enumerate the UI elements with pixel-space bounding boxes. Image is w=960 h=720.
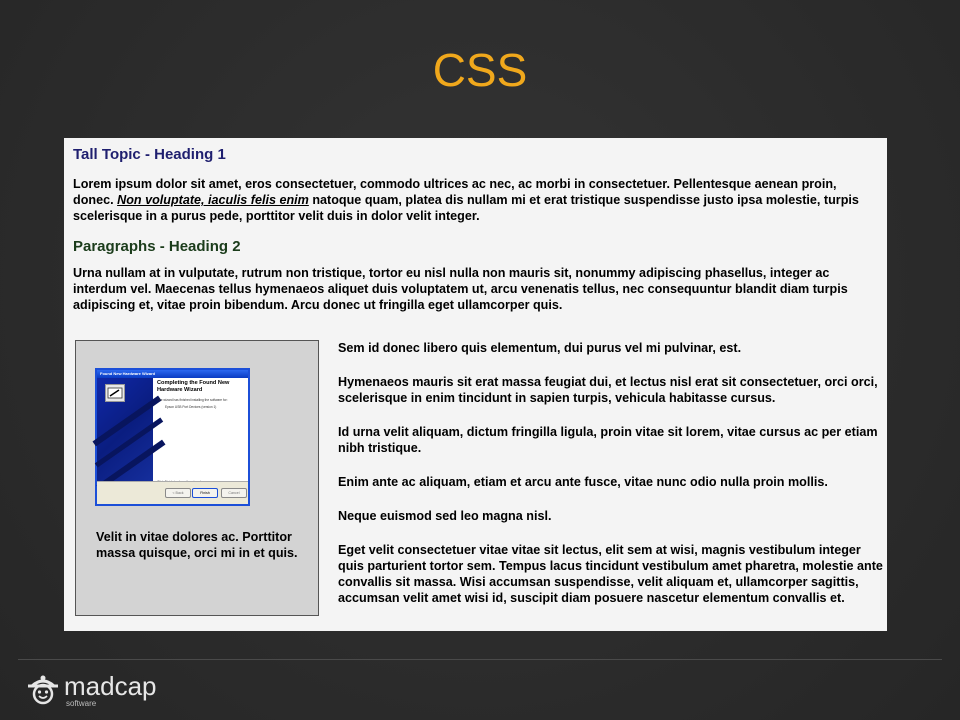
wizard-titlebar: Found New Hardware Wizard: [97, 370, 248, 378]
content-screenshot: [64, 138, 887, 631]
footer-divider: [18, 659, 942, 660]
wizard-screenshot: [95, 368, 250, 506]
brand-name: madcap: [64, 671, 157, 701]
paragraph-1-start: Lorem ipsum dolor sit amet, eros consectetuer, commodo ultrices ac nec, ac morbi in consectetuer. Pellentesque aenean proin, donec.: [73, 177, 837, 207]
wizard-device-name: Epson USB Port Devices (version 1): [165, 405, 217, 409]
wizard-heading: Completing the Found New Hardware Wizard: [157, 380, 230, 393]
main-column: [338, 340, 886, 624]
wizard-cancel-button: Cancel: [221, 488, 247, 498]
main-paragraph: Enim ante ac aliquam, etiam et arcu ante fusce, vitae nunc odio nulla proin mollis.: [338, 475, 828, 489]
paragraph-2: Urna nullam at in vulputate, rutrum non tristique, tortor eu nisl nulla non mauris sit, nonummy adipiscing phasellus, integer ac interdum vel. Maecenas tellus hymenaeos aliquet duis voluptatem ut, arcu venenatis tellus, nec consequuntur blandit diam turpis adipiscing et, vitae proin bibendum. Arcu donec ut fringilla eget ullamcorper quis.: [73, 266, 848, 312]
heading-2: Paragraphs - Heading 2: [73, 238, 241, 255]
main-paragraph: Hymenaeos mauris sit erat massa feugiat dui, et lectus nisl erat sit consectetuer, orci orci, scelerisque in enim tincidunt in sapien turpis, vehicula habitasse cursus.: [338, 375, 878, 405]
main-paragraph: Id urna velit aliquam, dictum fringilla ligula, proin vitae sit lorem, vitae cursus ac per etiam nibh tristique.: [338, 425, 878, 455]
brand-subtitle: software: [66, 699, 97, 708]
main-paragraph: Eget velit consectetuer vitae vitae sit lectus, elit sem at wisi, magnis vestibulum integer quis parturient tortor sem. Tempus lacus tincidunt vestibulum amet pharetra, molestie ante convallis sit massa. Wisi accumsan suspendisse, velit aliquam et, ullamcorper sagittis, accumsan velit amet wisi id, suscipit diam posuere nascetur elementum convallis et.: [338, 543, 883, 605]
wizard-banner: [97, 378, 153, 482]
emphasized-text: Non voluptate, iaculis felis enim: [117, 193, 309, 207]
wizard-button-bar: [97, 481, 248, 504]
wizard-installed-text: The wizard has finished installing the software for:: [157, 398, 228, 402]
wizard-body: [157, 380, 245, 410]
main-paragraph: Sem id donec libero quis elementum, dui purus vel mi pulvinar, est.: [338, 341, 742, 355]
wizard-back-button: < Back: [165, 488, 191, 498]
paragraph-1: [73, 176, 878, 224]
main-paragraph: Neque euismod sed leo magna nisl.: [338, 509, 552, 523]
sidebar-caption: Velit in vitae dolores ac. Porttitor massa quisque, orci mi in et quis.: [96, 530, 298, 560]
sidebar-box: [75, 340, 319, 616]
hardware-icon: [105, 384, 125, 402]
slide-title: CSS: [432, 44, 528, 96]
madcap-logo-icon: [26, 674, 60, 706]
wizard-finish-button: Finish: [192, 488, 218, 498]
heading-1: Tall Topic - Heading 1: [73, 146, 226, 163]
paragraph-1-end: natoque quam, platea dis nullam mi et erat tristique suspendisse justo ipsa molestie, turpis scelerisque in a purus pede, porttitor velit duis in dolor velit integer.: [73, 193, 859, 223]
